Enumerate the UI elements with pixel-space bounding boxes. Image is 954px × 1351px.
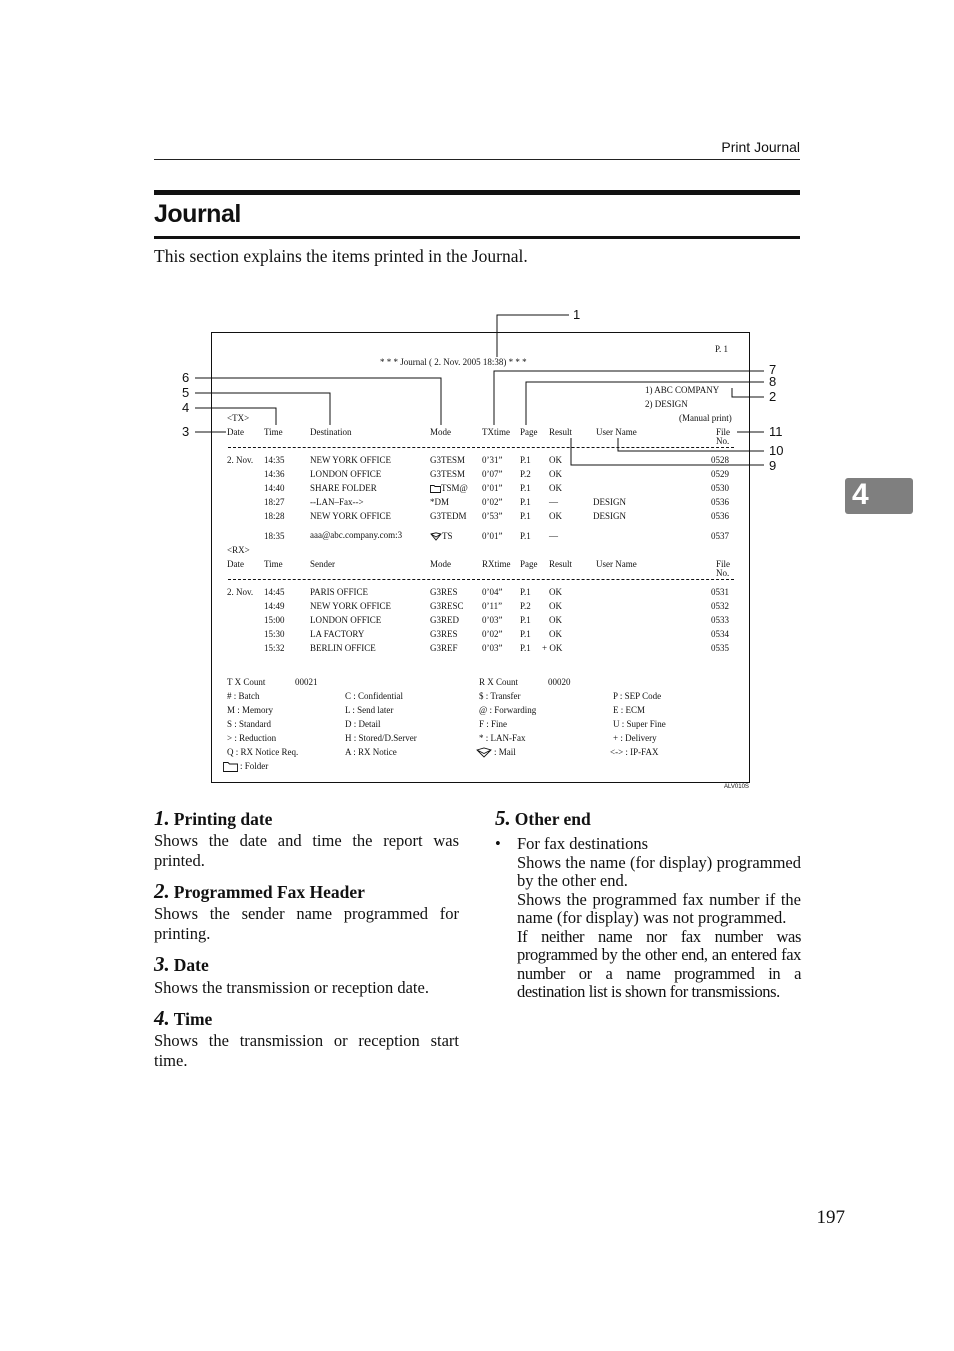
- page-number: 197: [816, 1207, 845, 1228]
- tx-cell: 0’31”: [482, 455, 503, 465]
- rx-cell: + OK: [542, 643, 563, 653]
- rx-cell: 14:49: [264, 601, 285, 611]
- manual-print-label: (Manual print): [679, 413, 732, 423]
- tx-count-label: T X Count: [227, 677, 266, 687]
- tx-section-label: <TX>: [227, 413, 250, 423]
- bullet-item: [495, 835, 801, 1002]
- legend-item: > : Reduction: [227, 733, 277, 743]
- item-heading: [154, 806, 459, 831]
- bullet-line: If neither name nor fax number was programmed by the other end, an entered fax number or a name programmed in a destination list is shown for transmissions.: [517, 926, 801, 1002]
- item-heading: [154, 1006, 459, 1031]
- item-title: Date: [173, 955, 209, 976]
- bullet-dot: •: [495, 834, 501, 854]
- bullet-line: Shows the programmed fax number if the name (for display) was not programmed.: [517, 889, 801, 928]
- section-title: Journal: [154, 200, 241, 228]
- callout-10: 10: [769, 443, 784, 458]
- rx-cell: 14:45: [264, 587, 285, 597]
- callout-5: 5: [182, 385, 190, 400]
- bullet-body: [517, 835, 801, 1002]
- tx-cell: DESIGN: [593, 511, 626, 521]
- legend-item: : Folder: [240, 761, 269, 771]
- item-title: Printing date: [173, 809, 273, 829]
- rx-col-page: Page: [520, 559, 538, 569]
- tx-cell: --LAN–Fax-->: [310, 497, 364, 507]
- legend-item: Q : RX Notice Req.: [227, 747, 299, 757]
- tx-cell: 0’01”: [482, 531, 503, 541]
- callout-1: 1: [573, 307, 581, 322]
- description-left-column: [154, 806, 459, 1079]
- tx-col-date: Date: [227, 427, 244, 437]
- legend-item: E : ECM: [613, 705, 646, 715]
- tx-cell: LONDON OFFICE: [310, 469, 382, 479]
- rx-cell: G3RES: [430, 629, 458, 639]
- rx-count-value: 00020: [548, 677, 571, 687]
- tx-cell: DESIGN: [593, 497, 626, 507]
- chapter-number: 4: [852, 478, 869, 511]
- legend-item: : Mail: [494, 747, 516, 757]
- tx-cell: P.1: [520, 531, 531, 541]
- tx-cell: OK: [549, 483, 562, 493]
- tx-cell: ––: [549, 497, 558, 507]
- description-item: [154, 952, 459, 997]
- item-heading: [495, 806, 801, 831]
- tx-col-page: Page: [520, 427, 538, 437]
- tx-cell: 18:35: [264, 531, 285, 541]
- rx-cell: 0533: [711, 615, 729, 625]
- rx-cell: 0534: [711, 629, 729, 639]
- tx-cell: G3TEDM: [430, 511, 467, 521]
- legend-item: D : Detail: [345, 719, 381, 729]
- rx-cell: 0532: [711, 601, 729, 611]
- rx-cell: 0’03”: [482, 615, 503, 625]
- rx-cell: G3RED: [430, 615, 459, 625]
- tx-cell: TS: [442, 531, 453, 541]
- item-number: 5.: [495, 806, 511, 830]
- item-title: Other end: [514, 809, 591, 829]
- rx-cell: 0’04”: [482, 587, 503, 597]
- legend-item: <-> : IP-FAX: [610, 747, 659, 757]
- rx-cell: BERLIN OFFICE: [310, 643, 376, 653]
- journal-title: * * * Journal ( 2. Nov. 2005 18:38) * * *: [380, 357, 527, 367]
- tx-col-username: User Name: [596, 427, 637, 437]
- tx-col-result: Result: [549, 427, 573, 437]
- rx-count-label: R X Count: [479, 677, 519, 687]
- tx-cell: 14:35: [264, 455, 285, 465]
- tx-cell: 2. Nov.: [227, 455, 254, 465]
- item-number: 3.: [154, 952, 170, 977]
- rx-cell: PARIS OFFICE: [310, 587, 368, 597]
- legend-item: C : Confidential: [345, 691, 403, 701]
- legend-item: L : Send later: [345, 705, 394, 715]
- item-text: Shows the transmission or reception date.: [154, 977, 429, 997]
- tx-cell: SHARE FOLDER: [310, 483, 377, 493]
- rx-cell: 0’02”: [482, 629, 503, 639]
- tx-cell: OK: [549, 469, 562, 479]
- tx-cell: 0536: [711, 511, 729, 521]
- tx-cell: 0529: [711, 469, 729, 479]
- rx-cell: 15:30: [264, 629, 285, 639]
- tx-cell: 18:27: [264, 497, 285, 507]
- tx-cell: 18:28: [264, 511, 285, 521]
- legend-item: H : Stored/D.Server: [345, 733, 417, 743]
- item-text: Shows the date and time the report was printed.: [154, 831, 459, 871]
- figure-code: ALV010S: [724, 784, 749, 790]
- description-item: [154, 1006, 459, 1071]
- legend-item: + : Delivery: [613, 733, 657, 743]
- tx-cell: 0536: [711, 497, 729, 507]
- tx-col-destination: Destination: [310, 427, 352, 437]
- callout-8: 8: [769, 374, 777, 389]
- description-item: [495, 806, 801, 1002]
- rx-cell: 0’11”: [482, 601, 503, 611]
- rx-col-no: No.: [716, 568, 730, 578]
- fax-header-2: 2) DESIGN: [645, 399, 688, 409]
- callout-4: 4: [182, 400, 190, 415]
- legend-item: @ : Forwarding: [479, 705, 537, 715]
- tx-cell: G3TESM: [430, 455, 466, 465]
- item-title: Time: [173, 1008, 213, 1029]
- legend-item: A : RX Notice: [345, 747, 397, 757]
- fax-header-1: 1) ABC COMPANY: [645, 385, 720, 395]
- tx-col-no: No.: [716, 436, 730, 446]
- tx-col-file: File: [716, 427, 731, 437]
- tx-count-value: 00021: [295, 677, 318, 687]
- callout-2: 2: [769, 389, 777, 404]
- intro-text: This section explains the items printed in the Journal.: [154, 246, 528, 266]
- item-number: 4.: [154, 1005, 170, 1030]
- callout-11: 11: [769, 424, 783, 439]
- item-heading: [154, 879, 459, 904]
- tx-cell: NEW YORK OFFICE: [310, 511, 392, 521]
- legend-item: F : Fine: [479, 719, 508, 729]
- item-text: Shows the transmission or reception start time.: [154, 1030, 459, 1070]
- tx-cell: 0528: [711, 455, 729, 465]
- tx-col-time: Time: [264, 427, 283, 437]
- tx-cell: TSM@: [441, 483, 468, 493]
- tx-cell: P.1: [520, 497, 531, 507]
- tx-cell: P.2: [520, 469, 531, 479]
- running-header: Print Journal: [721, 139, 800, 155]
- tx-cell: P.1: [520, 455, 531, 465]
- tx-cell: NEW YORK OFFICE: [310, 455, 392, 465]
- description-item: [154, 879, 459, 944]
- tx-col-txtime: TXtime: [482, 427, 510, 437]
- item-text: Shows the sender name programmed for printing.: [154, 904, 459, 944]
- tx-cell: 0’53”: [482, 511, 503, 521]
- tx-cell: 14:36: [264, 469, 285, 479]
- rx-cell: G3RESC: [430, 601, 464, 611]
- description-item: [154, 806, 459, 871]
- tx-cell: 0’01”: [482, 483, 503, 493]
- tx-cell: 0530: [711, 483, 729, 493]
- rx-section-label: <RX>: [227, 545, 250, 555]
- rx-cell: OK: [549, 587, 562, 597]
- rx-cell: 0’03”: [482, 643, 503, 653]
- rx-col-date: Date: [227, 559, 244, 569]
- bullet-line: For fax destinations: [517, 834, 649, 854]
- tx-cell: OK: [549, 511, 562, 521]
- tx-cell: ––: [549, 531, 558, 541]
- item-title: Programmed Fax Header: [173, 882, 365, 903]
- rx-cell: P.1: [520, 587, 531, 597]
- legend-item: P : SEP Code: [613, 691, 662, 701]
- rx-col-time: Time: [264, 559, 283, 569]
- callout-9: 9: [769, 458, 777, 473]
- rx-cell: P.1: [520, 629, 531, 639]
- rx-cell: P.1: [520, 643, 531, 653]
- item-heading: [154, 952, 459, 977]
- rx-cell: G3REF: [430, 643, 458, 653]
- rx-cell: LA FACTORY: [310, 629, 365, 639]
- rx-cell: LONDON OFFICE: [310, 615, 382, 625]
- rx-cell: 0531: [711, 587, 729, 597]
- rx-col-file: File: [716, 559, 731, 569]
- callout-3: 3: [182, 424, 190, 439]
- legend-item: * : LAN-Fax: [479, 733, 526, 743]
- rx-cell: P.1: [520, 615, 531, 625]
- legend-item: # : Batch: [227, 691, 260, 701]
- rx-col-username: User Name: [596, 559, 637, 569]
- legend-item: U : Super Fine: [613, 719, 666, 729]
- tx-cell: P.1: [520, 511, 531, 521]
- rx-cell: NEW YORK OFFICE: [310, 601, 392, 611]
- rx-cell: OK: [549, 615, 562, 625]
- rx-cell: P.2: [520, 601, 531, 611]
- tx-cell: P.1: [520, 483, 531, 493]
- rx-cell: 2. Nov.: [227, 587, 254, 597]
- tx-cell: G3TESM: [430, 469, 466, 479]
- journal-page-label: P. 1: [715, 344, 729, 354]
- rx-col-result: Result: [549, 559, 573, 569]
- rx-cell: OK: [549, 601, 562, 611]
- rx-cell: 0535: [711, 643, 729, 653]
- tx-cell: 14:40: [264, 483, 285, 493]
- description-right-column: [495, 806, 801, 1010]
- rx-cell: G3RES: [430, 587, 458, 597]
- tx-cell: 0’02”: [482, 497, 503, 507]
- callout-6: 6: [182, 370, 190, 385]
- rx-cell: OK: [549, 629, 562, 639]
- rx-col-sender: Sender: [310, 559, 335, 569]
- tx-col-mode: Mode: [430, 427, 451, 437]
- rx-cell: 15:00: [264, 615, 285, 625]
- rx-cell: 15:32: [264, 643, 285, 653]
- tx-cell: aaa@abc.company.com:3: [310, 530, 403, 540]
- item-number: 1.: [154, 806, 170, 830]
- rx-col-mode: Mode: [430, 559, 451, 569]
- legend-item: M : Memory: [227, 705, 273, 715]
- legend-item: S : Standard: [227, 719, 271, 729]
- callout-7: 7: [769, 362, 777, 377]
- tx-cell: 0’07”: [482, 469, 503, 479]
- bullet-line: Shows the name (for display) programmed by the other end.: [517, 852, 801, 891]
- tx-cell: 0537: [711, 531, 729, 541]
- rx-col-rxtime: RXtime: [482, 559, 511, 569]
- tx-cell: OK: [549, 455, 562, 465]
- legend-item: $ : Transfer: [479, 691, 521, 701]
- item-number: 2.: [154, 879, 170, 904]
- tx-cell: *DM: [430, 497, 450, 507]
